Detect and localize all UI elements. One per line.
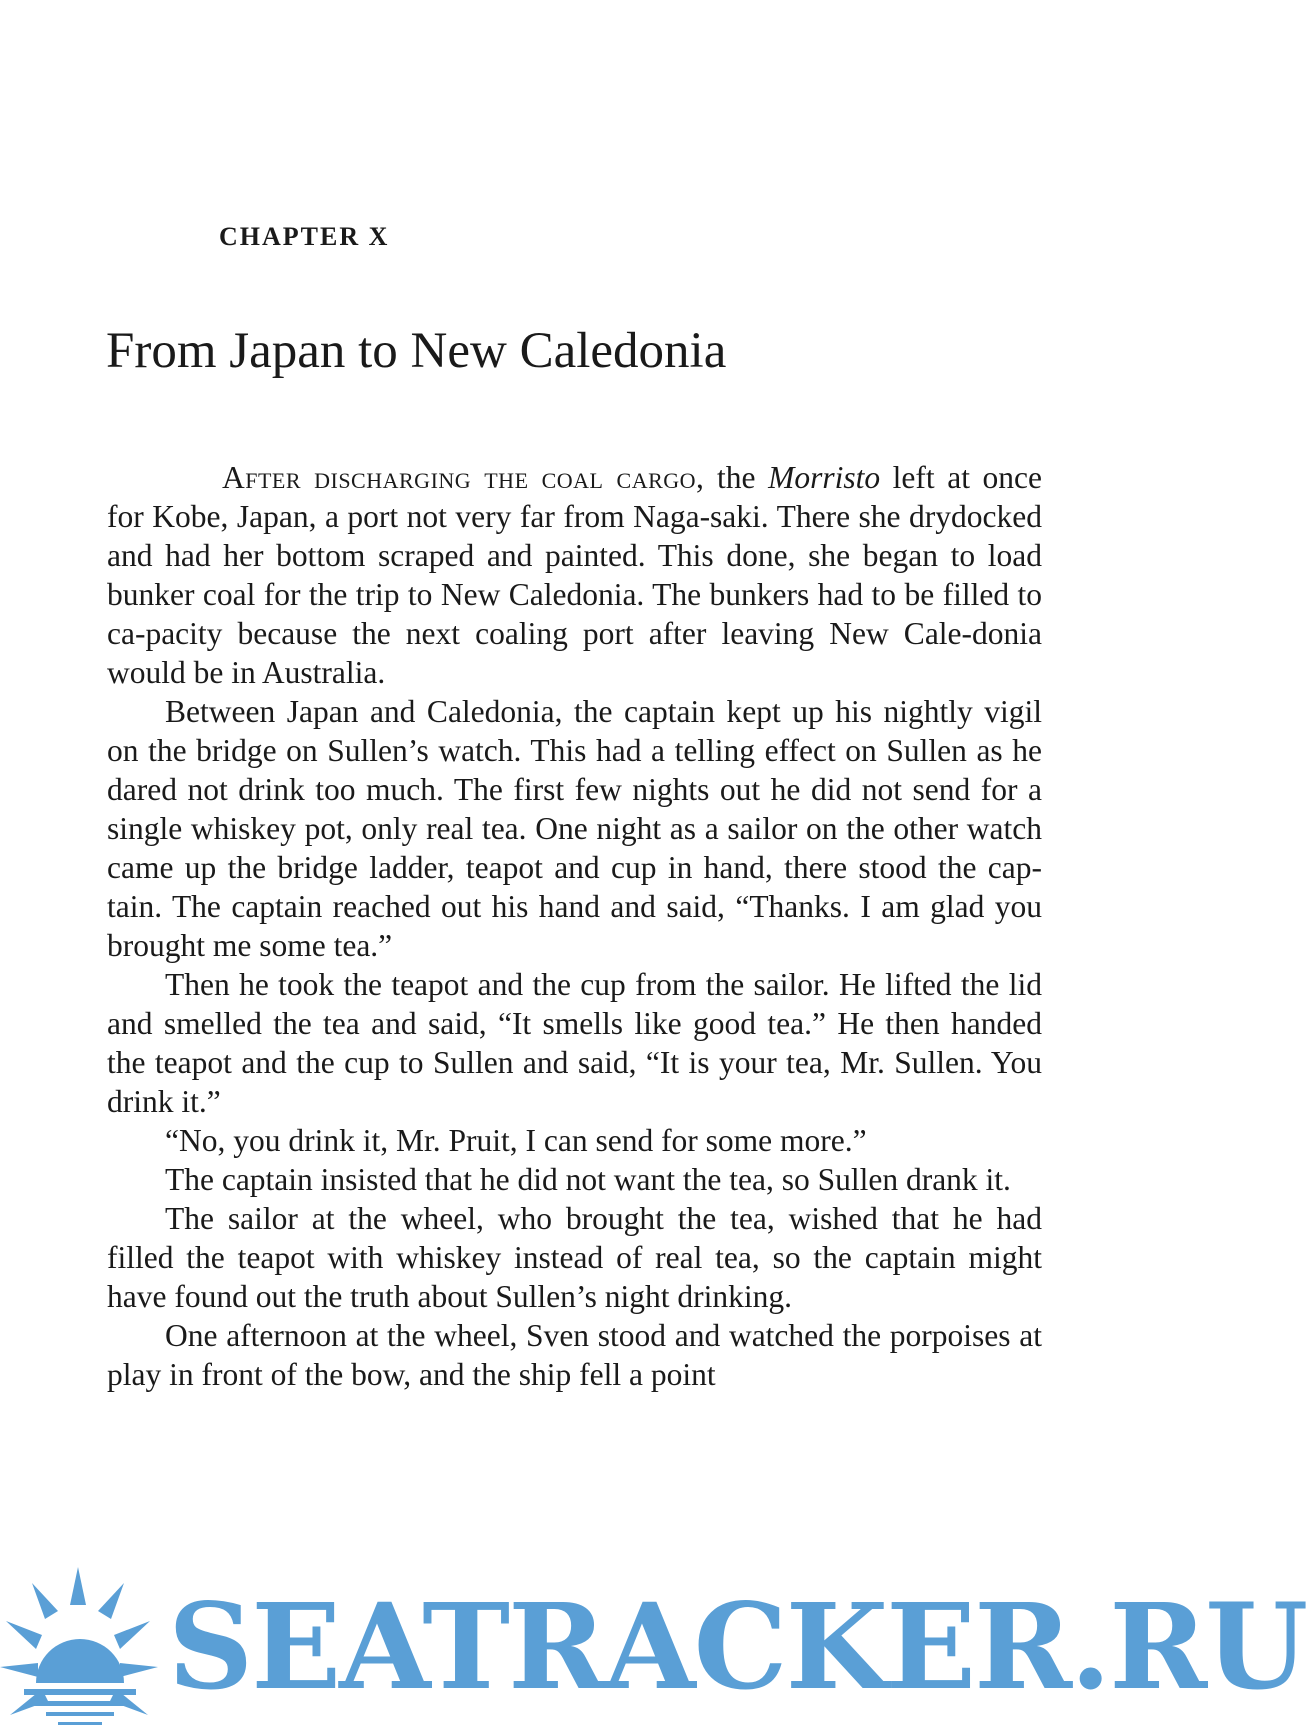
chapter-body — [107, 458, 1042, 1394]
paragraph: The sailor at the wheel, who brought the tea, wished that he had filled the teapot with whiskey instead of real tea, so the captain might have found out the truth about Sullen’s night drinking. — [107, 1201, 1042, 1314]
chapter-label: CHAPTER X — [219, 222, 390, 251]
paragraph: One afternoon at the wheel, Sven stood and watched the porpoises at play in front of the bow, and the ship fell a point — [107, 1318, 1042, 1392]
paragraph: “No, you drink it, Mr. Pruit, I can send for some more.” — [165, 1123, 867, 1158]
paragraph-text: the — [704, 460, 769, 495]
paragraph-text: left at once for Kobe, Japan, a port not very far from Naga-saki. There she drydocked and had her bottom scraped and painted. This done, she began to load bunker coal for the trip to New Caledonia. The bunkers had to be filled to ca-pacity because the next coaling port after leaving New Cale-donia would be in Australia. — [107, 460, 1043, 690]
paragraph — [107, 458, 1042, 692]
paragraph: The captain insisted that he did not want the tea, so Sullen drank it. — [165, 1162, 1011, 1197]
paragraph: Then he took the teapot and the cup from the sailor. He lifted the lid and smelled the tea and said, “It smells like good tea.” He then handed the teapot and the cup to Sullen and said, “It is your tea, Mr. Sullen. You drink it.” — [107, 967, 1042, 1119]
ship-name: Morristo — [768, 460, 881, 495]
paragraph-lead-in: After discharging the coal cargo, — [222, 460, 705, 495]
watermark-text: SEATRACKER.RU — [168, 1577, 1306, 1716]
paragraph: Between Japan and Caledonia, the captain kept up his nightly vigil on the bridge on Sullen’s watch. This had a telling effect on Sullen as he dared not drink too much. The first few nights out he did not send for a single whiskey pot, only real tea. One night as a sailor on the other watch came up the bridge ladder, teapot and cup in hand, there stood the cap-tain. The captain reached out his hand and said, “Thanks. I am glad you brought me some tea.” — [107, 694, 1042, 963]
chapter-title: From Japan to New Caledonia — [106, 323, 727, 379]
sun-icon — [0, 1565, 170, 1731]
